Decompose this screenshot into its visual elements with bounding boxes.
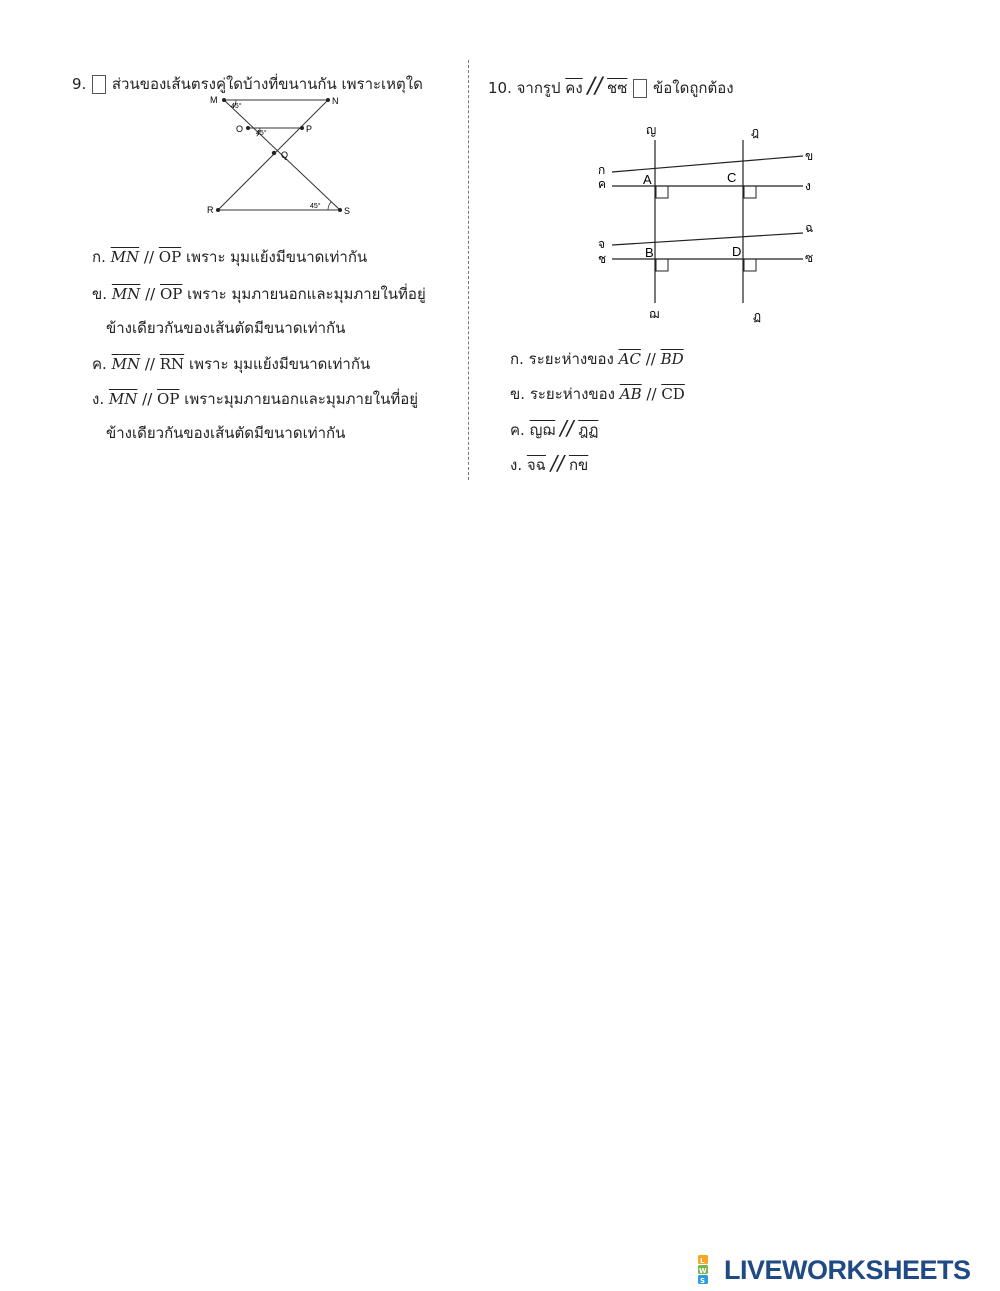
point-s (338, 208, 342, 212)
label-to: ฏ (753, 309, 762, 323)
q10-option-c: ค. ญฌ // ฎฏ (510, 416, 599, 440)
label-ching: ฉ (805, 221, 814, 235)
label-d: D (732, 244, 742, 259)
label-q: Q (281, 150, 289, 160)
q9-title: 9. ส่วนของเส้นตรงคู่ใดบ้างที่ขนานกัน เพราะเหตุใด (72, 75, 423, 93)
liveworksheets-logo (697, 1254, 971, 1286)
label-s: S (344, 206, 351, 216)
point-r (216, 208, 220, 212)
logo-icon (697, 1255, 719, 1285)
q9-option-d: ง. $\overline{MN} // \overline{OP}$ เพราะมุมภายนอกและมุมภายในที่อยู่ (92, 390, 419, 408)
label-yo: ญ (646, 123, 657, 137)
q9-figure (200, 92, 360, 220)
label-n: N (332, 96, 339, 106)
angle-label-o: 45° (256, 130, 267, 137)
answer-box[interactable] (92, 75, 106, 94)
label-p: P (306, 124, 313, 134)
column-divider (468, 60, 469, 480)
q9-option-b-cont: ข้างเดียวกันของเส้นตัดมีขนาดเท่ากัน (106, 319, 346, 337)
q9-option-c: ค. $\overline{MN} // \overline{RN}$ เพราะ มุมแย้งมีขนาดเท่ากัน (92, 355, 371, 373)
label-b: B (645, 245, 654, 260)
right-angle-b (656, 259, 668, 271)
label-o: O (236, 124, 244, 134)
point-p (300, 126, 304, 130)
angle-label-m: 45° (231, 103, 242, 110)
point-o (246, 126, 250, 130)
answer-box[interactable] (633, 79, 647, 98)
angle-label-s: 45° (310, 203, 321, 210)
segment-nr (218, 100, 328, 210)
label-a: A (643, 172, 652, 187)
q10-option-a: ก. ระยะห่างของ $\overline{AC} // \overline{BD}$ (510, 350, 684, 368)
right-angle-d (744, 259, 756, 271)
label-ngo: ง (805, 179, 811, 193)
q10-title: 10. จากรูป คง // ชซ ข้อใดถูกต้อง (488, 74, 734, 99)
label-kho: ข (805, 149, 814, 163)
right-angle-c (744, 186, 756, 198)
q9-option-d-cont: ข้างเดียวกันของเส้นตัดมีขนาดเท่ากัน (106, 424, 346, 442)
label-cho-left: จ (598, 237, 606, 251)
right-angle-a (656, 186, 668, 198)
point-q (272, 151, 276, 155)
line-cho-ching (612, 233, 803, 245)
line-ko-kho (612, 156, 803, 172)
svg-text:S: S (700, 1277, 706, 1285)
q10-option-d: ง. จฉ // กข (510, 451, 589, 475)
label-m: M (210, 95, 218, 105)
svg-text:W: W (699, 1267, 707, 1275)
label-c: C (727, 170, 737, 185)
q9-option-a: ก. $\overline{MN} // \overline{OP}$ เพราะ มุมแย้งมีขนาดเท่ากัน (92, 248, 368, 266)
q9-option-b: ข. $\overline{MN} // \overline{OP}$ เพราะ มุมภายนอกและมุมภายในที่อยู่ (92, 285, 426, 303)
svg-text:L: L (700, 1257, 705, 1265)
point-m (222, 98, 226, 102)
angle-arc-s (328, 202, 331, 210)
point-n (326, 98, 330, 102)
label-do: ฎ (751, 125, 760, 139)
q10-option-b: ข. ระยะห่างของ $\overline{AB} // \overline{CD}$ (510, 385, 685, 403)
label-kho-left: ค (598, 177, 607, 191)
label-r: R (207, 205, 214, 215)
logo-text: LIVEWORKSHEETS (724, 1254, 971, 1285)
label-ko: ก (598, 163, 606, 177)
q10-figure (590, 118, 830, 328)
label-so: ซ (805, 251, 814, 265)
label-cho-left2: ช (598, 252, 607, 266)
label-cho: ฌ (649, 307, 660, 321)
